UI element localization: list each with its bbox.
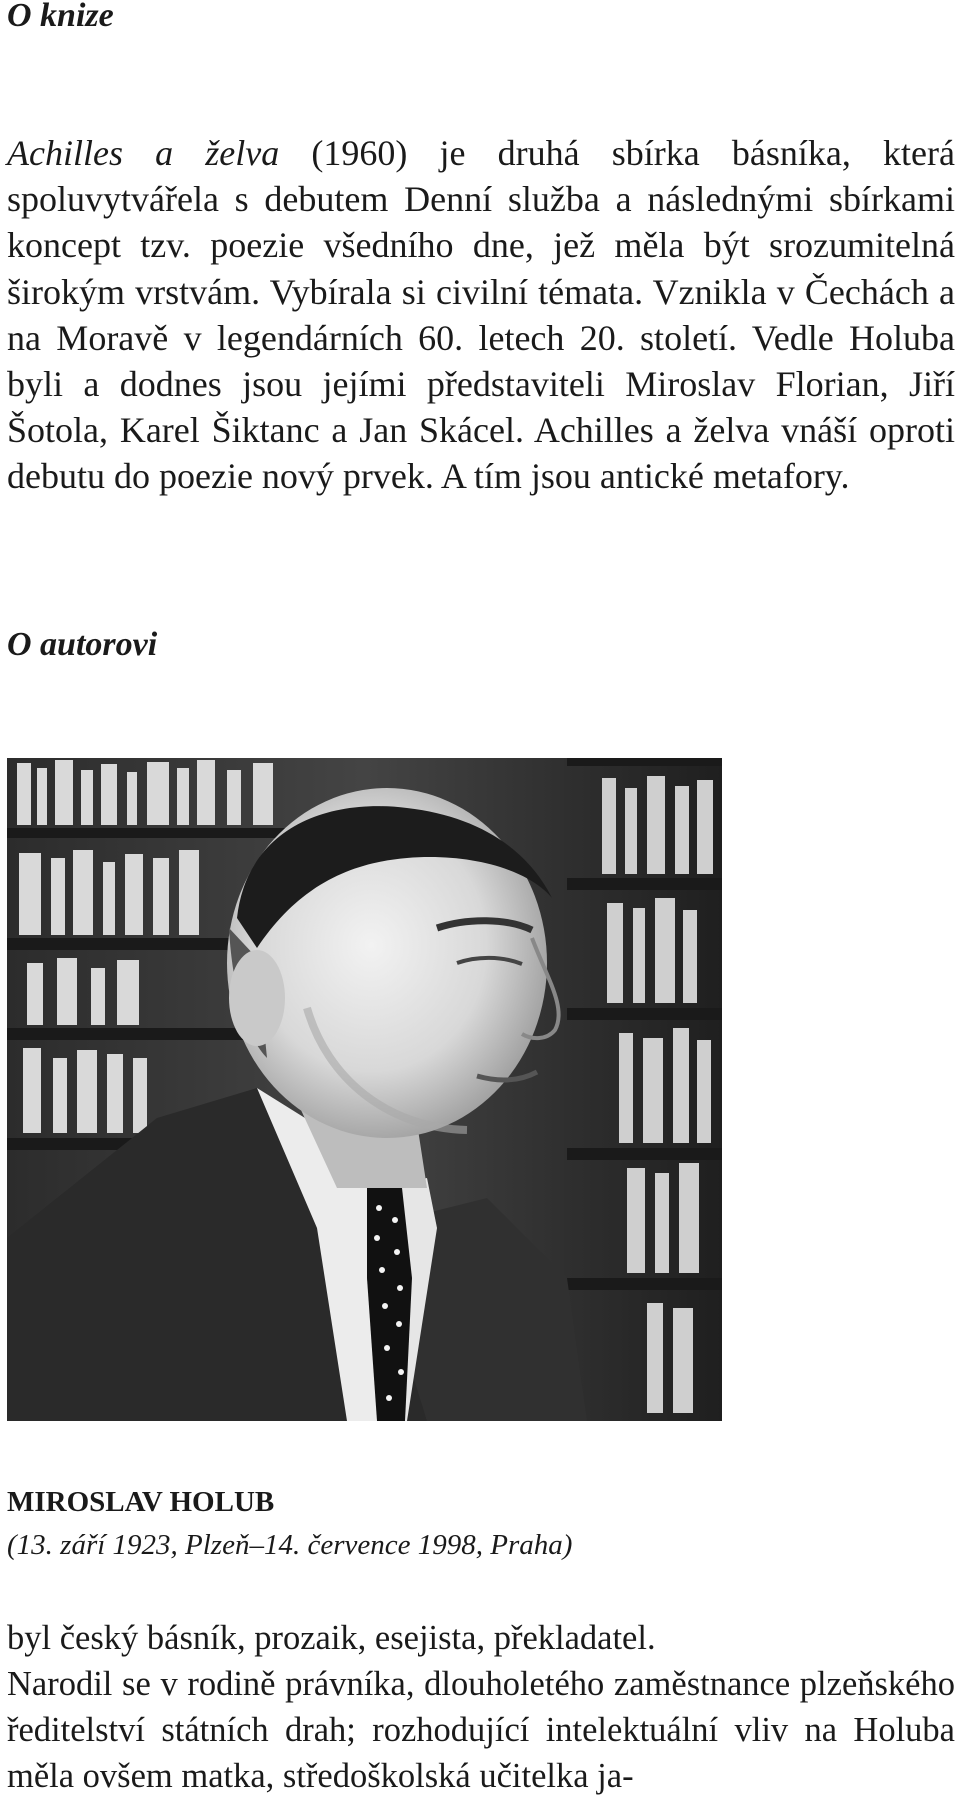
author-name: MIROSLAV HOLUB xyxy=(7,1486,275,1518)
about-book-heading: O knize xyxy=(7,0,114,34)
author-dates: (13. září 1923, Plzeň–14. července 1998, Praha) xyxy=(7,1529,573,1561)
bio-first-line: byl český básník, prozaik, esejista, překladatel. xyxy=(7,1619,656,1657)
about-book-text: (1960) je druhá sbírka básníka, která spoluvytvářela s debutem Denní služba a následnými sbírkami koncept tzv. poezie všedního dne, jež měla být srozumitelná širokým vrstvám. Vybírala si civilní témata. Vznikla v Čechách a na Moravě v legendárních 60. letech 20. století. Vedle Holuba byli a dodnes jsou jejími představiteli Miroslav Florian, Jiří Šotola, Karel Šiktanc a Jan Skácel. Achilles a želva vnáší oproti debutu do poezie nový prvek. A tím jsou antické metafory. xyxy=(7,133,955,497)
author-biography xyxy=(7,1615,955,1799)
author-portrait-photo xyxy=(7,758,722,1421)
about-author-heading: O autorovi xyxy=(7,626,158,663)
bio-continuation: Narodil se v rodině právníka, dlouholetého zaměstnance plzeňského ředitelství státních drah; rozhodující intelektuální vliv na Holuba měla ovšem matka, středoškolská učitelka ja- xyxy=(7,1665,955,1795)
portrait-illustration xyxy=(7,758,722,1421)
about-book-paragraph xyxy=(7,130,955,500)
book-title-italic: Achilles a želva xyxy=(7,133,280,173)
